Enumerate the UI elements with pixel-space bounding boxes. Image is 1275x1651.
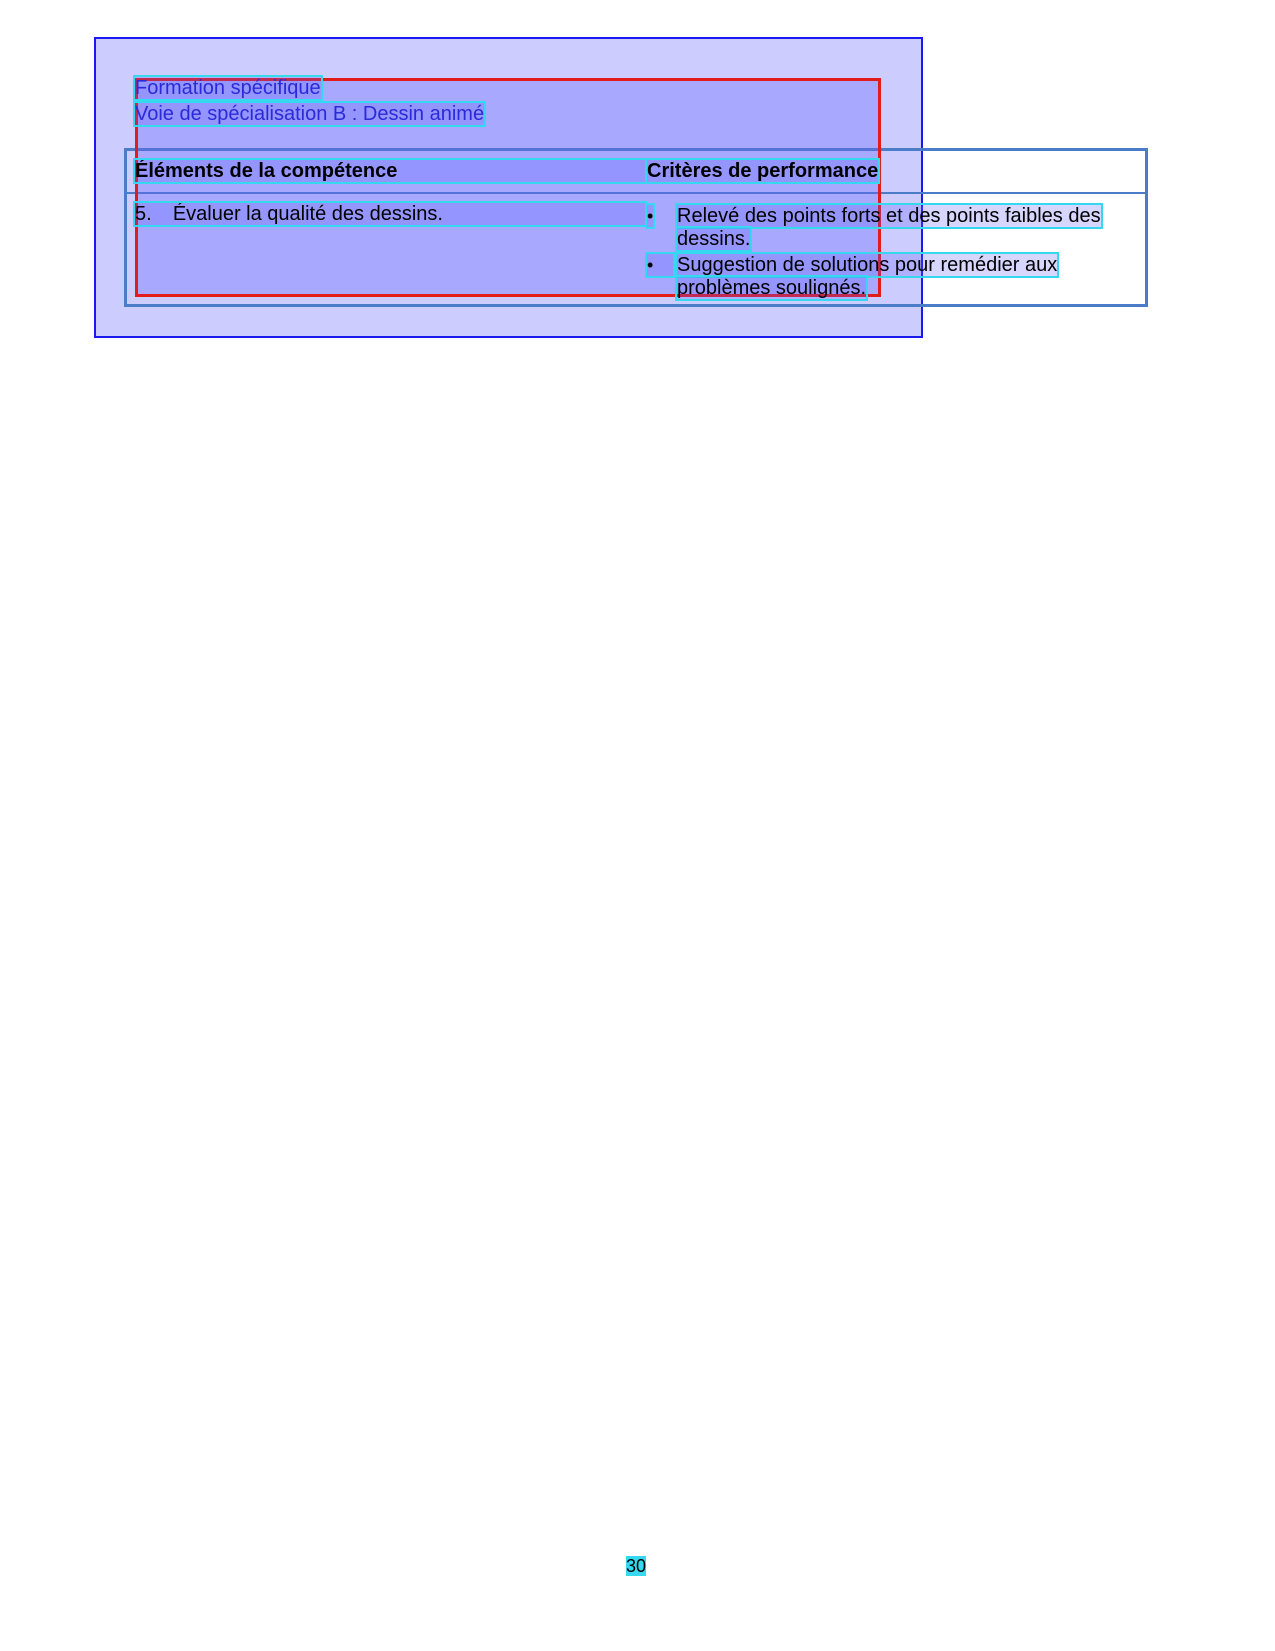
section-title: Formation spécifique — [135, 77, 321, 99]
element-row — [135, 203, 645, 225]
criterion-2-line1: Suggestion de solutions pour remédier aux — [677, 254, 1058, 276]
criterion-1-line1: Relevé des points forts et des points faibles des — [677, 205, 1101, 227]
criterion-2-line2: problèmes soulignés. — [677, 277, 866, 299]
page-number: 30 — [626, 1556, 647, 1576]
table-header-criteria: Critères de performance — [647, 160, 879, 182]
bullet-icon: • — [647, 206, 654, 226]
criterion-1-line2: dessins. — [677, 228, 751, 250]
element-text: Évaluer la qualité des dessins. — [172, 203, 443, 225]
table-header-elements: Éléments de la compétence — [135, 160, 645, 182]
element-number: 5. — [135, 203, 152, 225]
bullet-icon: • — [647, 254, 673, 276]
section-subtitle: Voie de spécialisation B : Dessin animé — [135, 103, 485, 125]
